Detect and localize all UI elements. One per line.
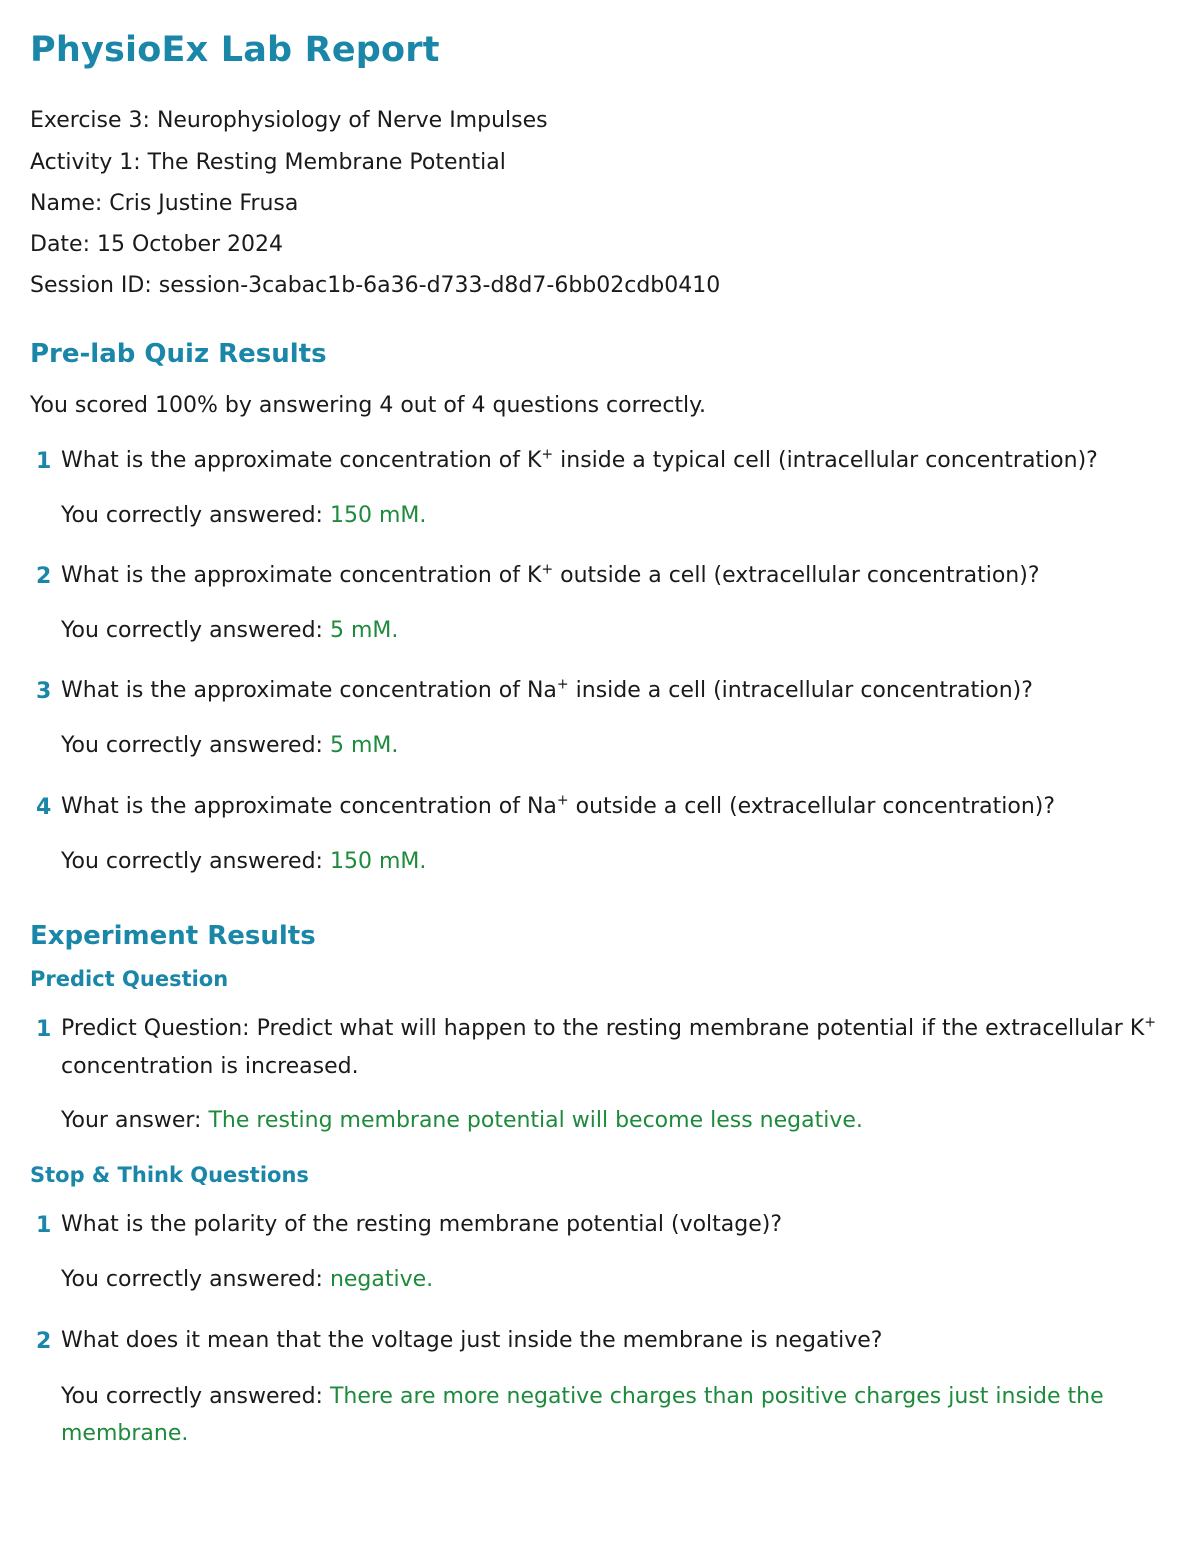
stop-think-question-text: What does it mean that the voltage just inside the membrane is negative? <box>61 1328 883 1353</box>
stop-think-question-number: 2 <box>36 1329 52 1354</box>
prelab-answer: You correctly answered: 150 mM. <box>61 503 427 528</box>
stop-think-heading: Stop & Think Questions <box>30 1163 309 1187</box>
predict-heading: Predict Question <box>30 967 229 991</box>
prelab-question-text: What is the approximate concentration of Na+ inside a cell (intracellular concentration)? <box>61 676 1033 703</box>
stop-think-answer: You correctly answered: There are more negative charges than positive charges just inside the membrane. <box>61 1384 1104 1446</box>
prelab-score: You scored 100% by answering 4 out of 4 questions correctly. <box>30 393 707 418</box>
stop-think-answer: You correctly answered: negative. <box>61 1267 434 1292</box>
prelab-answer: You correctly answered: 5 mM. <box>61 733 399 758</box>
session-id: Session ID: session-3cabac1b-6a36-d733-d8d7-6bb02cdb0410 <box>30 273 721 298</box>
prelab-question-text: What is the approximate concentration of Na+ outside a cell (extracellular concentration)? <box>61 792 1056 819</box>
predict-answer: Your answer: The resting membrane potential will become less negative. <box>61 1108 863 1133</box>
report-title: PhysioEx Lab Report <box>30 30 440 70</box>
exercise-line: Exercise 3: Neurophysiology of Nerve Impulses <box>30 108 548 133</box>
report-date: Date: 15 October 2024 <box>30 232 283 257</box>
stop-think-question-number: 1 <box>36 1213 52 1238</box>
experiment-heading: Experiment Results <box>30 921 316 951</box>
prelab-heading: Pre-lab Quiz Results <box>30 339 327 369</box>
student-name: Name: Cris Justine Frusa <box>30 191 299 216</box>
predict-question-number: 1 <box>36 1017 52 1042</box>
prelab-question-number: 1 <box>36 449 52 474</box>
prelab-question-number: 2 <box>36 564 52 589</box>
stop-think-question-text: What is the polarity of the resting membrane potential (voltage)? <box>61 1212 783 1237</box>
prelab-question-text: What is the approximate concentration of K+ outside a cell (extracellular concentration)? <box>61 561 1040 588</box>
predict-question-text: Predict Question: Predict what will happen to the resting membrane potential if the extracellular K+ concentration is increased. <box>61 1014 1156 1079</box>
activity-line: Activity 1: The Resting Membrane Potential <box>30 150 506 175</box>
prelab-answer: You correctly answered: 5 mM. <box>61 618 399 643</box>
prelab-question-number: 3 <box>36 679 52 704</box>
prelab-answer: You correctly answered: 150 mM. <box>61 849 427 874</box>
prelab-question-number: 4 <box>36 795 52 820</box>
prelab-question-text: What is the approximate concentration of K+ inside a typical cell (intracellular concentration)? <box>61 446 1098 473</box>
